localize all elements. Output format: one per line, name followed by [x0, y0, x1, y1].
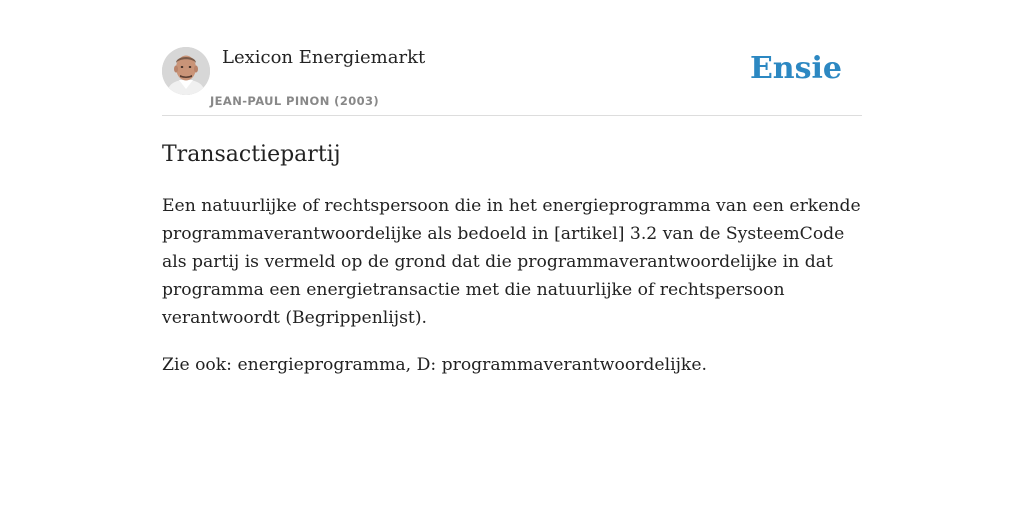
entry-definition: Een natuurlijke of rechtspersoon die in het energieprogramma van een erkende programmaverantwoordelijke als bedoeld in [artikel] 3.2 van de SysteemCode als partij is vermeld op de grond dat die programmaverantwoordelijke in dat programma een energietransactie met die natuurlijke of rechtspersoon verantwoordt (Begrippenlijst).	[162, 196, 861, 328]
see-also-end: .	[701, 355, 707, 375]
entry-header	[162, 0, 862, 116]
entry-title: Transactiepartij	[162, 142, 341, 167]
see-also-link-programmaverantwoordelijke[interactable]: D: programmaverantwoordelijke	[416, 355, 702, 375]
book-title[interactable]: Lexicon Energiemarkt	[222, 47, 426, 68]
author-portrait-icon	[162, 47, 210, 95]
see-also	[162, 351, 862, 379]
see-also-link-energieprogramma[interactable]: energieprogramma	[237, 355, 406, 375]
author-avatar[interactable]	[162, 47, 210, 95]
author-name[interactable]: JEAN-PAUL PINON (2003)	[210, 94, 380, 108]
see-also-separator: ,	[405, 355, 417, 375]
see-also-label: Zie ook:	[162, 355, 238, 375]
ensie-logo[interactable]: Ensie	[749, 51, 842, 86]
page	[162, 0, 862, 512]
